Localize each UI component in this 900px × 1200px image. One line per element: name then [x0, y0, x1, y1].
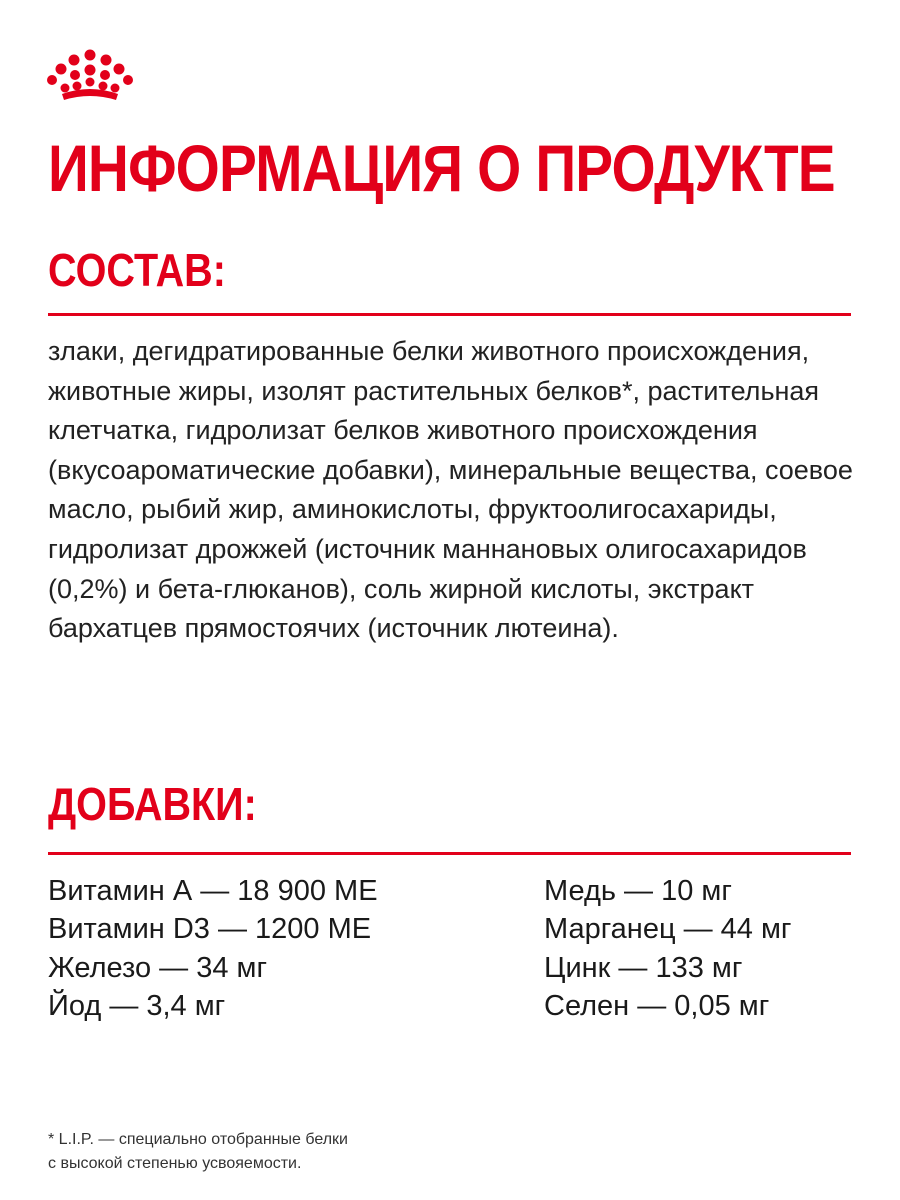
additive-item: Йод — 3,4 мг — [48, 989, 226, 1022]
page-title: ИНФОРМАЦИЯ О ПРОДУКТЕ — [48, 131, 835, 205]
crown-icon — [44, 48, 136, 104]
footnote-line: * L.I.P. — специально отобранные белки — [48, 1131, 348, 1148]
additives-list-right — [544, 872, 792, 1025]
additive-item: Витамин D3 — 1200 МЕ — [48, 913, 372, 946]
additive-item: Селен — 0,05 мг — [544, 989, 770, 1022]
composition-divider — [48, 313, 851, 316]
additive-item: Железо — 34 мг — [48, 951, 268, 984]
additives-list-left — [48, 872, 378, 1025]
composition-text: злаки, дегидратированные белки животного происхождения, животные жиры, изолят растительных белков*, растительная клетчатка, гидролизат белков животного происхождения (вкусоароматические добавки), минеральные вещества, соевое масло, рыбий жир, аминокислоты, фруктоолигосахариды, гидролизат дрожжей (источник маннановых олигосахаридов (0,2%) и бета-глюканов), соль жирной кислоты, экстракт бархатцев прямостоячих (источник лютеина). — [48, 336, 853, 644]
additive-item: Витамин А — 18 900 МЕ — [48, 875, 378, 907]
additive-item: Медь — 10 мг — [544, 875, 732, 907]
additives-heading: ДОБАВКИ: — [48, 778, 257, 830]
additive-item: Марганец — 44 мг — [544, 913, 792, 946]
additives-divider — [48, 852, 851, 855]
additive-item: Цинк — 133 мг — [544, 951, 743, 984]
footnote-line: с высокой степенью усвояемости. — [48, 1155, 302, 1172]
composition-heading: СОСТАВ: — [48, 244, 226, 296]
footnote — [48, 1128, 648, 1176]
